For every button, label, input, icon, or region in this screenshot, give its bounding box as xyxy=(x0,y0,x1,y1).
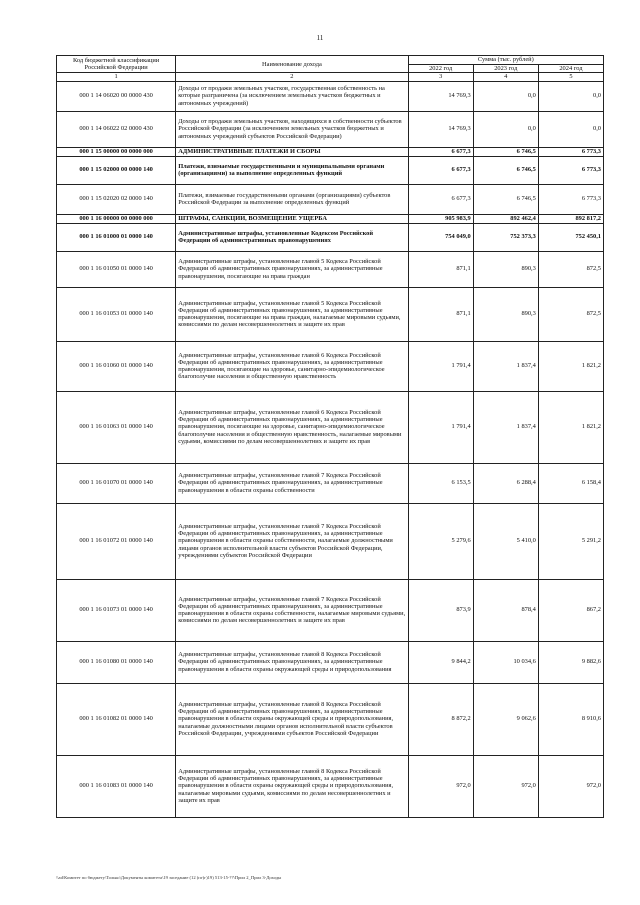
value-2022-cell: 9 844,2 xyxy=(408,641,473,683)
value-2024-cell: 0,0 xyxy=(538,81,603,111)
table-row xyxy=(57,81,604,111)
value-2024-cell: 0,0 xyxy=(538,111,603,147)
header-year-2023: 2023 год xyxy=(473,65,538,73)
value-2023-cell: 6 746,5 xyxy=(473,156,538,184)
name-cell: Доходы от продажи земельных участков, находящихся в собственности субъектов Российской Федерации (за исключением земельных участков бюджетных и автономных учреждений субъектов Российской Федерации) xyxy=(176,111,408,147)
value-2023-cell: 878,4 xyxy=(473,579,538,641)
table-row xyxy=(57,683,604,755)
name-cell: Административные штрафы, установленные главой 8 Кодекса Российской Федерации об административных правонарушениях, за административные правонарушения в области охраны окружающей среды и природопользования, налагаемые должностными лицами органов исполнительной власти субъектов Российской Федерации, учреждениями субъектов Российской Федерации xyxy=(176,683,408,755)
value-2024-cell: 867,2 xyxy=(538,579,603,641)
table-row xyxy=(57,503,604,579)
value-2022-cell: 972,0 xyxy=(408,755,473,817)
value-2023-cell: 972,0 xyxy=(473,755,538,817)
code-cell: 000 1 16 01000 01 0000 140 xyxy=(57,223,176,251)
value-2023-cell: 0,0 xyxy=(473,81,538,111)
footer-path: \\ad\Комитет по бюджету\Только\Документы комитета\19 заседание (12 (пг)г)19) 513-15-??\Прил 2_Прил 3-Доходы xyxy=(56,875,282,880)
value-2024-cell: 5 291,2 xyxy=(538,503,603,579)
code-cell: 000 1 16 01063 01 0000 140 xyxy=(57,391,176,463)
name-cell: Административные штрафы, установленные главой 8 Кодекса Российской Федерации об административных правонарушениях, за административные правонарушения в области охраны окружающей среды и природопользования, налагаемые мировыми судьями, комиссиями по делам несовершеннолетних и защите их прав xyxy=(176,755,408,817)
value-2022-cell: 14 769,3 xyxy=(408,81,473,111)
name-cell: Административные штрафы, установленные Кодексом Российской Федерации об административных правонарушениях xyxy=(176,223,408,251)
name-cell: Доходы от продажи земельных участков, государственная собственность на которые разграничена (за исключением земельных участков бюджетных и автономных учреждений) xyxy=(176,81,408,111)
name-cell: Административные штрафы, установленные главой 7 Кодекса Российской Федерации об административных правонарушениях, за административные правонарушения в области охраны собственности, налагаемые должностными лицами органов исполнительной власти субъектов Российской Федерации, учреждениями субъектов Российской Федерации xyxy=(176,503,408,579)
value-2023-cell: 752 373,3 xyxy=(473,223,538,251)
name-cell: Административные штрафы, установленные главой 6 Кодекса Российской Федерации об административных правонарушениях, за административные правонарушения, посягающие на здоровье, санитарно-эпидемиологическое благополучие населения и общественную нравственность xyxy=(176,341,408,391)
name-cell: Административные штрафы, установленные главой 7 Кодекса Российской Федерации об административных правонарушениях, за административные правонарушения в области охраны собственности xyxy=(176,463,408,503)
header-year-2024: 2024 год xyxy=(538,65,603,73)
value-2024-cell: 872,5 xyxy=(538,287,603,341)
value-2024-cell: 1 821,2 xyxy=(538,391,603,463)
value-2022-cell: 6 677,3 xyxy=(408,147,473,156)
value-2023-cell: 1 837,4 xyxy=(473,391,538,463)
value-2023-cell: 890,3 xyxy=(473,287,538,341)
code-cell: 000 1 16 01082 01 0000 140 xyxy=(57,683,176,755)
value-2024-cell: 972,0 xyxy=(538,755,603,817)
header-num-5: 5 xyxy=(538,73,603,81)
table-body xyxy=(57,81,604,817)
value-2023-cell: 890,3 xyxy=(473,251,538,287)
header-num-2: 2 xyxy=(176,73,408,81)
code-cell: 000 1 16 00000 00 0000 000 xyxy=(57,214,176,223)
header-year-2022: 2022 год xyxy=(408,65,473,73)
code-cell: 000 1 16 01083 01 0000 140 xyxy=(57,755,176,817)
code-cell: 000 1 15 02000 00 0000 140 xyxy=(57,156,176,184)
value-2023-cell: 6 288,4 xyxy=(473,463,538,503)
header-code: Код бюджетной классификации Российской Федерации xyxy=(57,56,176,73)
code-cell: 000 1 16 01072 01 0000 140 xyxy=(57,503,176,579)
code-cell: 000 1 16 01080 01 0000 140 xyxy=(57,641,176,683)
value-2024-cell: 892 817,2 xyxy=(538,214,603,223)
code-cell: 000 1 16 01060 01 0000 140 xyxy=(57,341,176,391)
value-2024-cell: 8 910,6 xyxy=(538,683,603,755)
table-row xyxy=(57,111,604,147)
header-num-1: 1 xyxy=(57,73,176,81)
value-2023-cell: 0,0 xyxy=(473,111,538,147)
table-row xyxy=(57,391,604,463)
value-2023-cell: 9 062,6 xyxy=(473,683,538,755)
value-2023-cell: 10 034,6 xyxy=(473,641,538,683)
code-cell: 000 1 14 06020 00 0000 430 xyxy=(57,81,176,111)
name-cell: ШТРАФЫ, САНКЦИИ, ВОЗМЕЩЕНИЕ УЩЕРБА xyxy=(176,214,408,223)
value-2022-cell: 871,1 xyxy=(408,287,473,341)
table-row xyxy=(57,287,604,341)
value-2023-cell: 5 410,0 xyxy=(473,503,538,579)
value-2024-cell: 1 821,2 xyxy=(538,341,603,391)
table-row xyxy=(57,214,604,223)
table-row xyxy=(57,147,604,156)
header-numbers-row xyxy=(57,73,604,81)
value-2022-cell: 754 049,0 xyxy=(408,223,473,251)
page-number: 11 xyxy=(316,34,324,42)
value-2022-cell: 6 677,3 xyxy=(408,156,473,184)
value-2022-cell: 1 791,4 xyxy=(408,391,473,463)
value-2024-cell: 6 773,3 xyxy=(538,156,603,184)
table-row xyxy=(57,223,604,251)
value-2024-cell: 752 450,1 xyxy=(538,223,603,251)
value-2022-cell: 14 769,3 xyxy=(408,111,473,147)
value-2022-cell: 5 279,6 xyxy=(408,503,473,579)
value-2022-cell: 905 983,9 xyxy=(408,214,473,223)
value-2022-cell: 1 791,4 xyxy=(408,341,473,391)
value-2022-cell: 8 872,2 xyxy=(408,683,473,755)
code-cell: 000 1 14 06022 02 0000 430 xyxy=(57,111,176,147)
value-2024-cell: 872,5 xyxy=(538,251,603,287)
table-row xyxy=(57,341,604,391)
code-cell: 000 1 16 01070 01 0000 140 xyxy=(57,463,176,503)
name-cell: Платежи, взимаемые государственными и муниципальными органами (организациями) за выполнение определенных функций xyxy=(176,156,408,184)
value-2022-cell: 873,9 xyxy=(408,579,473,641)
value-2023-cell: 6 746,5 xyxy=(473,147,538,156)
value-2022-cell: 6 153,5 xyxy=(408,463,473,503)
value-2023-cell: 892 462,4 xyxy=(473,214,538,223)
header-sum: Сумма (тыс. рублей) xyxy=(408,56,603,65)
table-row xyxy=(57,251,604,287)
value-2024-cell: 6 773,3 xyxy=(538,147,603,156)
value-2022-cell: 871,1 xyxy=(408,251,473,287)
name-cell: Административные штрафы, установленные главой 6 Кодекса Российской Федерации об административных правонарушениях, за административные правонарушения, посягающие на здоровье, санитарно-эпидемиологическое благополучие населения и общественную нравственность, налагаемые мировыми судьями, комиссиями по делам несовершеннолетних и защите их прав xyxy=(176,391,408,463)
code-cell: 000 1 16 01073 01 0000 140 xyxy=(57,579,176,641)
header-name: Наименование дохода xyxy=(176,56,408,73)
code-cell: 000 1 15 02020 02 0000 140 xyxy=(57,184,176,214)
table-row xyxy=(57,641,604,683)
name-cell: Административные штрафы, установленные главой 8 Кодекса Российской Федерации об административных правонарушениях, за административные правонарушения в области охраны окружающей среды и природопользования xyxy=(176,641,408,683)
header-num-4: 4 xyxy=(473,73,538,81)
name-cell: Административные штрафы, установленные главой 7 Кодекса Российской Федерации об административных правонарушениях, за административные правонарушения в области охраны собственности, налагаемые мировыми судьями, комиссиями по делам несовершеннолетних и защите их прав xyxy=(176,579,408,641)
name-cell: Административные штрафы, установленные главой 5 Кодекса Российской Федерации об административных правонарушениях, за административные правонарушения, посягающие на права граждан, налагаемые мировыми судьями, комиссиями по делам несовершеннолетних и защите их прав xyxy=(176,287,408,341)
value-2023-cell: 6 746,5 xyxy=(473,184,538,214)
table-row xyxy=(57,463,604,503)
table-row xyxy=(57,156,604,184)
value-2024-cell: 9 882,6 xyxy=(538,641,603,683)
table-row xyxy=(57,184,604,214)
value-2023-cell: 1 837,4 xyxy=(473,341,538,391)
value-2024-cell: 6 158,4 xyxy=(538,463,603,503)
value-2022-cell: 6 677,3 xyxy=(408,184,473,214)
revenue-table xyxy=(56,55,604,818)
header-row xyxy=(57,56,604,65)
table-row xyxy=(57,755,604,817)
header-num-3: 3 xyxy=(408,73,473,81)
name-cell: Платежи, взимаемые государственными органами (организациями) субъектов Российской Федерации за выполнение определенных функций xyxy=(176,184,408,214)
code-cell: 000 1 16 01050 01 0000 140 xyxy=(57,251,176,287)
value-2024-cell: 6 773,3 xyxy=(538,184,603,214)
table-row xyxy=(57,579,604,641)
code-cell: 000 1 16 01053 01 0000 140 xyxy=(57,287,176,341)
name-cell: АДМИНИСТРАТИВНЫЕ ПЛАТЕЖИ И СБОРЫ xyxy=(176,147,408,156)
code-cell: 000 1 15 00000 00 0000 000 xyxy=(57,147,176,156)
name-cell: Административные штрафы, установленные главой 5 Кодекса Российской Федерации об административных правонарушениях, за административные правонарушения, посягающие на права граждан xyxy=(176,251,408,287)
